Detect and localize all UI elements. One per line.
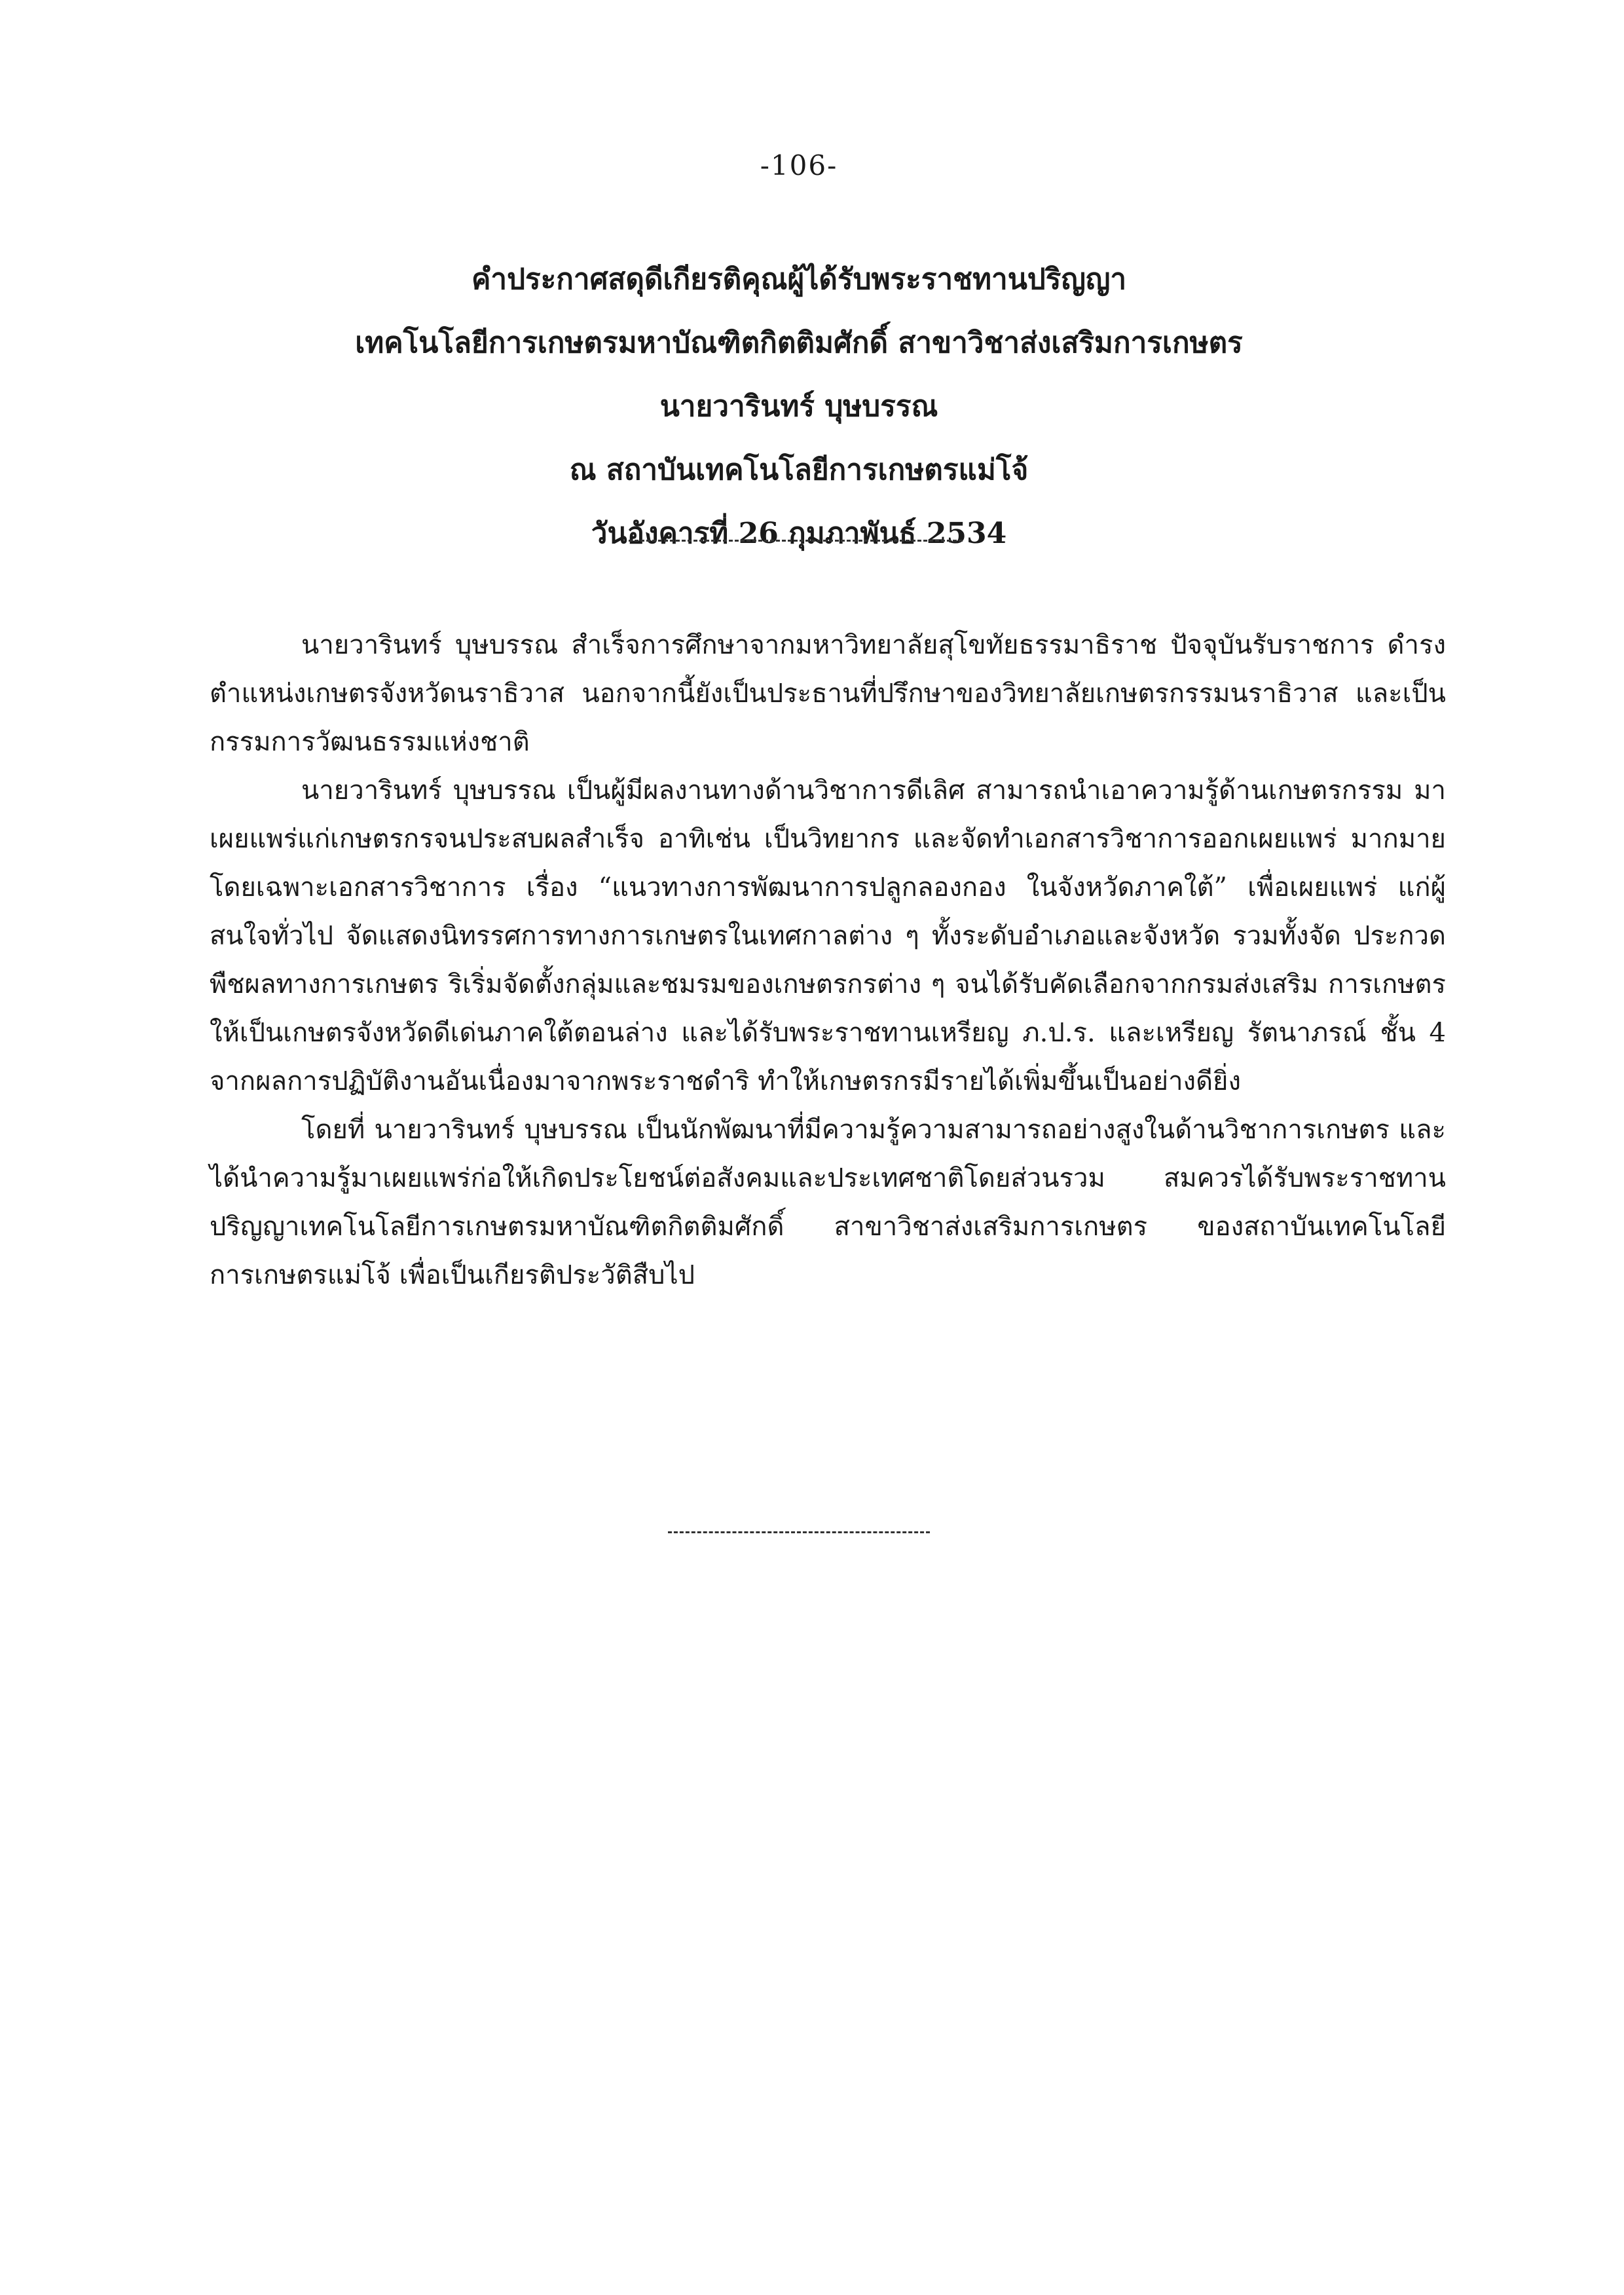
paragraph-conclusion: โดยที่ นายวารินทร์ บุษบรรณ เป็นนักพัฒนาที่มีความรู้ความสามารถอย่างสูงในด้านวิชาการเกษตร และได้นำความรู้มาเผยแพร่ก่อให้เกิดประโยชน์ต่อสังคมและประเทศชาติโดยส่วนรวม สมควรได้รับพระราชทาน ปริญญาเทคโนโลยีการเกษตรมหาบัณฑิตกิตติมศักดิ์ สาขาวิชาส่งเสริมการเกษตร ของสถาบันเทคโนโลยี การเกษตรแม่โจ้ เพื่อเป็นเกียรติประวัติสืบไป xyxy=(210,1115,1446,1290)
heading-date: วันอังคารที่ 26 กุมภาพันธ์ 2534 xyxy=(591,517,1007,550)
heading-title: คำประกาศสดุดีเกียรติคุณผู้ได้รับพระราชทานปริญญา xyxy=(471,263,1127,296)
heading-recipient-name: นายวารินทร์ บุษบรรณ xyxy=(659,390,938,423)
heading-degree: เทคโนโลยีการเกษตรมหาบัณฑิตกิตติมศักดิ์ สาขาวิชาส่งเสริมการเกษตร xyxy=(355,326,1243,360)
heading-institution: ณ สถาบันเทคโนโลยีการเกษตรแม่โจ้ xyxy=(569,453,1029,487)
document-heading xyxy=(0,248,1598,565)
citation-body xyxy=(210,621,1446,1299)
end-divider xyxy=(668,1531,930,1533)
paragraph-biography: นายวารินทร์ บุษบรรณ สำเร็จการศึกษาจากมหาวิทยาลัยสุโขทัยธรรมาธิราช ปัจจุบันรับราชการ ดำรงตำแหน่งเกษตรจังหวัดนราธิวาส นอกจากนี้ยังเป็นประธานที่ปรึกษาของวิทยาลัยเกษตรกรรมนราธิวาส และเป็นกรรมการวัฒนธรรมแห่งชาติ xyxy=(210,630,1446,757)
heading-divider xyxy=(629,540,963,542)
page-number: -106- xyxy=(760,149,838,181)
paragraph-achievements: นายวารินทร์ บุษบรรณ เป็นผู้มีผลงานทางด้านวิชาการดีเลิศ สามารถนำเอาความรู้ด้านเกษตรกรรม มาเผยแพร่แก่เกษตรกรจนประสบผลสำเร็จ อาทิเช่น เป็นวิทยากร และจัดทำเอกสารวิชาการออกเผยแพร่ มากมาย โดยเฉพาะเอกสารวิชาการ เรื่อง “แนวทางการพัฒนาการปลูกลองกอง ในจังหวัดภาคใต้” เพื่อเผยแพร่ แก่ผู้สนใจทั่วไป จัดแสดงนิทรรศการทางการเกษตรในเทศกาลต่าง ๆ ทั้งระดับอำเภอและจังหวัด รวมทั้งจัด ประกวดพืชผลทางการเกษตร ริเริ่มจัดตั้งกลุ่มและชมรมของเกษตรกรต่าง ๆ จนได้รับคัดเลือกจากกรมส่งเสริม การเกษตรให้เป็นเกษตรจังหวัดดีเด่นภาคใต้ตอนล่าง และได้รับพระราชทานเหรียญ ภ.ป.ร. และเหรียญ รัตนาภรณ์ ชั้น 4 จากผลการปฏิบัติงานอันเนื่องมาจากพระราชดำริ ทำให้เกษตรกรมีรายได้เพิ่มขึ้นเป็นอย่างดียิ่ง xyxy=(210,775,1446,1096)
